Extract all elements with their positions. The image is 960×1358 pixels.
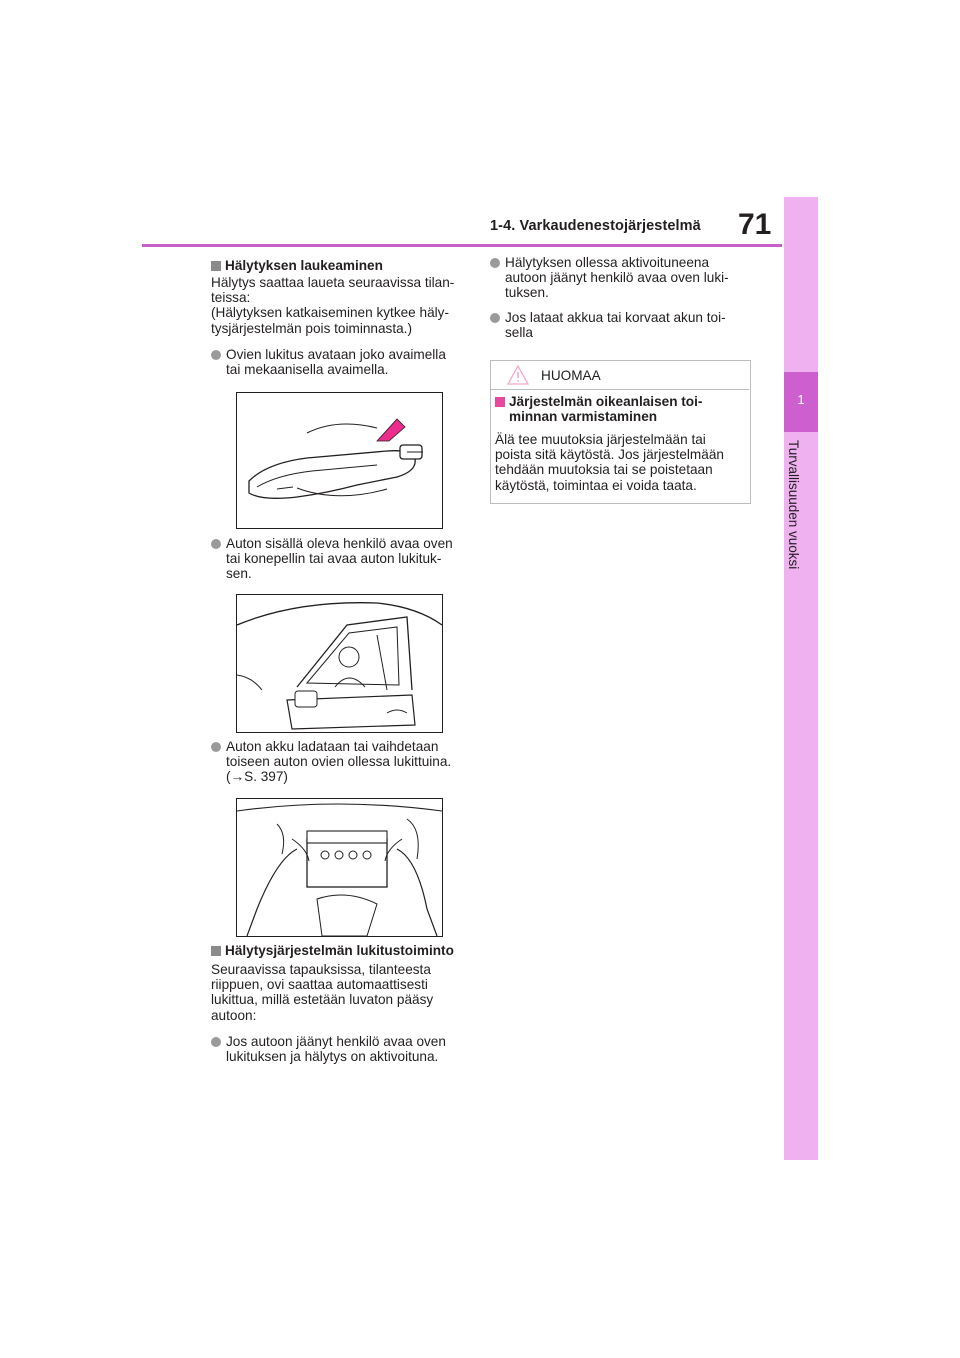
notice-heading: Järjestelmän oikeanlaisen toi- minnan varmistaminen	[495, 394, 702, 424]
chapter-label: Turvallisuuden vuoksi	[786, 440, 801, 570]
figure-door-handle-key	[236, 392, 443, 529]
round-bullet-icon	[211, 350, 221, 360]
round-bullet-icon	[211, 742, 221, 752]
heading-alarm-trigger: Hälytyksen laukeaminen	[211, 258, 383, 273]
bullet-alarm-active-unlock: Hälytyksen ollessa aktivoituneena autoon jäänyt henkilö avaa oven luki- tuksen.	[505, 255, 729, 301]
section-title: 1-4. Varkaudenestojärjestelmä	[490, 218, 701, 234]
chapter-side-strip	[784, 197, 818, 1160]
round-bullet-icon	[490, 313, 500, 323]
figure-person-in-car	[236, 594, 443, 733]
bullet-door-unlock-key: Ovien lukitus avataan joko avaimella tai mekaanisella avaimella.	[226, 347, 446, 378]
bullet-battery-charge: Auton akku ladataan tai vaihdetaan toiseen auton ovien ollessa lukittuina. (→S. 397)	[226, 739, 452, 785]
paragraph-auto-lock: Seuraavissa tapauksissa, tilanteesta riippuen, ovi saattaa automaattisesti lukittua, millä estetään luvaton pääsy autoon:	[211, 962, 434, 1023]
paragraph-alarm-conditions: Hälytys saattaa laueta seuraavissa tilan- teissa: (Hälytyksen katkaiseminen kytkee häly- tysjärjestelmän pois toiminnasta.)	[211, 275, 455, 336]
bullet-person-inside: Auton sisällä oleva henkilö avaa oven tai konepellin tai avaa auton lukituk- sen.	[226, 536, 453, 582]
square-bullet-icon	[211, 261, 221, 271]
warning-triangle-icon	[507, 365, 529, 390]
figure-battery-replacement	[236, 798, 443, 937]
square-bullet-icon	[211, 946, 221, 956]
heading-lock-function: Hälytysjärjestelmän lukitustoiminto	[211, 943, 454, 958]
round-bullet-icon	[490, 258, 500, 268]
bullet-person-unlocks: Jos autoon jäänyt henkilö avaa oven lukituksen ja hälytys on aktivoituna.	[226, 1034, 446, 1065]
chapter-number: 1	[797, 392, 805, 407]
round-bullet-icon	[211, 1037, 221, 1047]
header-divider	[142, 244, 782, 247]
round-bullet-icon	[211, 539, 221, 549]
notice-body: Älä tee muutoksia järjestelmään tai poista sitä käytöstä. Jos järjestelmään tehdään muutoksia tai se poistetaan käytöstä, toimintaa ei voida taata.	[495, 432, 724, 493]
square-bullet-icon	[495, 397, 505, 407]
notice-title: HUOMAA	[541, 368, 601, 383]
bullet-battery-replace: Jos lataat akkua tai korvaat akun toi- sella	[505, 310, 726, 341]
page-number: 71	[738, 208, 772, 241]
